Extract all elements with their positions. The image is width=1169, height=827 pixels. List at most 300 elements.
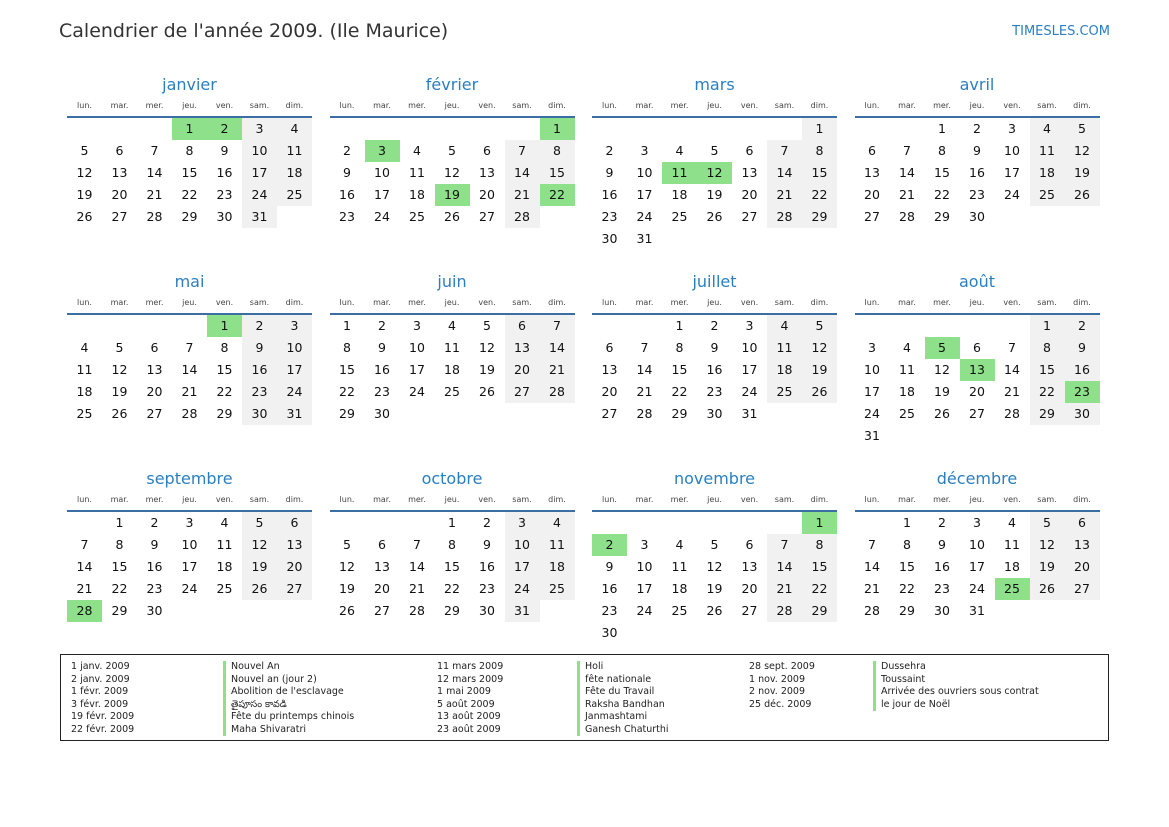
day-cell: 23	[374, 384, 390, 399]
day-cell: 1	[1030, 315, 1065, 337]
day-grid	[330, 512, 575, 622]
day-cell: 24	[969, 581, 985, 596]
day-cell: 12	[1065, 140, 1100, 162]
weekday-label: sam.	[774, 298, 795, 307]
day-cell: 16	[706, 362, 723, 377]
weekday-label: mer.	[933, 101, 951, 110]
brand-link[interactable]: TIMESLES.COM	[1012, 24, 1110, 39]
day-cell: 31	[969, 603, 985, 618]
day-cell: 1	[448, 515, 456, 530]
day-cell: 20	[374, 581, 390, 596]
day-cell: 18	[76, 384, 93, 399]
day-grid	[67, 512, 312, 622]
day-cell: 12	[479, 340, 495, 355]
day-cell: 10	[374, 165, 390, 180]
legend-names	[873, 661, 1133, 740]
weekday-label: jeu.	[969, 495, 985, 504]
day-cell: 7	[505, 140, 540, 162]
day-cell: 23	[339, 209, 355, 224]
day-cell: 15	[216, 362, 233, 377]
day-cell: 12	[242, 534, 277, 556]
weekday-label: lun.	[339, 495, 355, 504]
month-2	[592, 74, 837, 271]
day-cell: 14	[540, 337, 575, 359]
legend-holiday-name: le jour de Noël	[873, 699, 1129, 712]
day-cell: 23	[934, 581, 950, 596]
day-cell: 25	[76, 406, 93, 421]
day-cell: 27	[741, 209, 758, 224]
day-cell: 29	[339, 406, 355, 421]
day-cell: 29	[934, 209, 950, 224]
day-cell: 8	[938, 143, 946, 158]
legend-dates	[437, 661, 577, 740]
day-cell: 28	[146, 209, 163, 224]
legend-holiday-name: Nouvel An	[223, 661, 433, 674]
day-cell: 3	[868, 340, 876, 355]
day-cell: 12	[76, 165, 93, 180]
day-cell: 16	[339, 187, 355, 202]
day-cell: 22	[671, 384, 688, 399]
day-cell: 31	[242, 206, 277, 228]
month-name: mars	[694, 75, 735, 94]
day-cell: 23	[601, 209, 618, 224]
day-cell: 2	[242, 315, 277, 337]
day-cell: 10	[277, 337, 312, 359]
day-cell: 7	[540, 315, 575, 337]
weekday-label: dim.	[285, 298, 304, 307]
day-cell: 10	[969, 537, 985, 552]
day-cell: 15	[802, 556, 837, 578]
day-cell: 9	[242, 337, 277, 359]
day-grid	[330, 118, 575, 228]
weekday-label: mar.	[373, 101, 391, 110]
day-cell: 12	[1030, 534, 1065, 556]
weekday-label: lun.	[602, 298, 617, 307]
day-cell: 14	[146, 165, 163, 180]
month-6	[592, 271, 837, 468]
day-cell: 16	[601, 581, 618, 596]
legend-date: 1 nov. 2009	[749, 673, 805, 685]
day-cell: 23	[969, 187, 985, 202]
day-cell: 31	[636, 231, 653, 246]
day-cell-holiday: 1	[172, 118, 207, 140]
day-cell: 19	[706, 581, 723, 596]
day-cell: 8	[448, 537, 456, 552]
legend-holiday-name: Maha Shivaratri	[223, 724, 433, 737]
weekday-label: lun.	[864, 495, 880, 504]
day-cell: 2	[483, 515, 491, 530]
weekday-label: ven.	[478, 298, 496, 307]
weekday-label: mar.	[898, 298, 916, 307]
weekday-label: jeu.	[444, 495, 460, 504]
day-blank	[662, 512, 697, 534]
day-cell: 22	[899, 581, 915, 596]
day-cell: 8	[802, 140, 837, 162]
day-cell: 8	[343, 340, 351, 355]
legend-date: 12 mars 2009	[437, 673, 504, 685]
weekday-label: dim.	[1073, 495, 1091, 504]
weekday-label: dim.	[548, 495, 566, 504]
day-cell: 4	[1008, 515, 1016, 530]
day-cell: 6	[1065, 512, 1100, 534]
day-cell: 15	[444, 559, 460, 574]
day-cell: 28	[1004, 406, 1020, 421]
weekday-label: mer.	[145, 101, 164, 110]
weekday-header	[855, 490, 1100, 512]
day-cell: 4	[80, 340, 89, 355]
day-cell: 28	[181, 406, 198, 421]
weekday-label: jeu.	[969, 101, 985, 110]
weekday-label: mar.	[110, 298, 129, 307]
day-cell: 21	[1004, 384, 1020, 399]
day-cell: 14	[864, 559, 880, 574]
day-cell: 20	[277, 556, 312, 578]
month-name: novembre	[673, 469, 756, 488]
day-cell: 27	[969, 406, 985, 421]
day-cell: 22	[934, 187, 950, 202]
day-cell: 21	[767, 578, 802, 600]
day-cell: 24	[181, 581, 198, 596]
day-cell: 23	[146, 581, 163, 596]
day-cell: 19	[1030, 556, 1065, 578]
day-cell: 22	[1030, 381, 1065, 403]
day-cell: 18	[444, 362, 460, 377]
weekday-label: lun.	[864, 298, 880, 307]
day-cell: 15	[111, 559, 128, 574]
day-cell: 24	[864, 406, 880, 421]
day-cell: 21	[540, 359, 575, 381]
day-cell: 20	[741, 581, 758, 596]
legend-holiday-name: Nouvel an (jour 2)	[223, 674, 433, 687]
day-blank	[470, 118, 505, 140]
day-blank	[627, 118, 662, 140]
day-cell: 15	[802, 162, 837, 184]
day-cell: 28	[409, 603, 425, 618]
day-cell: 21	[146, 187, 163, 202]
day-cell: 6	[277, 512, 312, 534]
legend-names	[577, 661, 749, 740]
legend-holiday-name: Toussaint	[873, 674, 1129, 687]
weekday-label: jeu.	[707, 101, 722, 110]
day-cell: 4	[675, 143, 684, 158]
day-cell: 12	[444, 165, 460, 180]
legend-date: 25 déc. 2009	[749, 698, 812, 710]
day-cell: 30	[374, 406, 390, 421]
day-cell: 13	[374, 559, 390, 574]
day-cell: 16	[242, 359, 277, 381]
weekday-label: sam.	[1037, 495, 1057, 504]
day-cell: 31	[864, 428, 880, 443]
weekday-label: mer.	[408, 298, 426, 307]
day-cell: 26	[242, 578, 277, 600]
day-cell: 19	[706, 187, 723, 202]
day-cell: 12	[111, 362, 128, 377]
day-cell-holiday: 2	[207, 118, 242, 140]
day-cell: 10	[864, 362, 880, 377]
day-cell: 1	[115, 515, 124, 530]
day-cell: 21	[864, 581, 880, 596]
calendar-grid	[67, 74, 1100, 665]
day-cell: 16	[601, 187, 618, 202]
day-cell: 7	[185, 340, 194, 355]
weekday-label: ven.	[1003, 495, 1021, 504]
month-7	[855, 271, 1100, 468]
day-cell: 18	[671, 187, 688, 202]
weekday-label: ven.	[1003, 298, 1021, 307]
day-cell: 25	[671, 603, 688, 618]
weekday-label: lun.	[602, 495, 617, 504]
day-grid	[67, 118, 312, 228]
day-cell: 14	[505, 162, 540, 184]
day-cell: 15	[899, 559, 915, 574]
weekday-label: sam.	[249, 101, 270, 110]
weekday-label: ven.	[740, 298, 759, 307]
day-cell: 31	[505, 600, 540, 622]
weekday-header	[67, 293, 312, 315]
legend-holiday-name: Raksha Bandhan	[577, 699, 745, 712]
day-cell: 13	[505, 337, 540, 359]
day-cell: 3	[277, 315, 312, 337]
day-blank	[995, 315, 1030, 337]
day-cell: 31	[741, 406, 758, 421]
day-cell: 19	[242, 556, 277, 578]
day-cell: 4	[767, 315, 802, 337]
weekday-label: ven.	[1003, 101, 1021, 110]
month-4	[67, 271, 312, 468]
weekday-label: mar.	[898, 101, 916, 110]
day-cell: 30	[216, 209, 233, 224]
day-cell: 26	[1030, 578, 1065, 600]
weekday-label: sam.	[512, 495, 532, 504]
day-cell: 15	[671, 362, 688, 377]
day-cell: 28	[899, 209, 915, 224]
day-blank	[592, 512, 627, 534]
day-cell: 7	[767, 140, 802, 162]
day-blank	[365, 512, 400, 534]
day-cell: 17	[409, 362, 425, 377]
day-cell: 22	[111, 581, 128, 596]
day-cell: 20	[741, 187, 758, 202]
weekday-label: sam.	[249, 298, 270, 307]
weekday-label: sam.	[774, 495, 795, 504]
day-cell: 6	[115, 143, 124, 158]
day-cell: 5	[115, 340, 124, 355]
day-grid	[592, 118, 837, 250]
month-9	[330, 468, 575, 665]
day-cell-holiday: 22	[540, 184, 575, 206]
day-cell: 13	[601, 362, 618, 377]
day-cell: 27	[864, 209, 880, 224]
weekday-label: dim.	[810, 298, 829, 307]
day-cell: 24	[277, 381, 312, 403]
weekday-label: dim.	[285, 495, 304, 504]
legend-holiday-name: Fête du printemps chinois	[223, 711, 433, 724]
day-cell: 30	[706, 406, 723, 421]
weekday-label: sam.	[1037, 101, 1057, 110]
day-cell: 8	[903, 537, 911, 552]
month-1	[330, 74, 575, 271]
day-cell: 27	[277, 578, 312, 600]
day-cell: 8	[115, 537, 124, 552]
day-cell: 13	[111, 165, 128, 180]
day-grid	[855, 315, 1100, 447]
weekday-label: mer.	[933, 495, 951, 504]
day-cell: 26	[1065, 184, 1100, 206]
day-cell: 2	[938, 515, 946, 530]
day-cell: 5	[80, 143, 89, 158]
weekday-header	[330, 96, 575, 118]
day-cell: 17	[1004, 165, 1020, 180]
day-cell: 14	[767, 556, 802, 578]
day-cell: 21	[181, 384, 198, 399]
day-blank	[960, 315, 995, 337]
day-cell: 4	[220, 515, 229, 530]
day-blank	[767, 512, 802, 534]
day-cell: 24	[636, 603, 653, 618]
day-cell: 17	[181, 559, 198, 574]
day-cell: 17	[374, 187, 390, 202]
day-cell: 25	[671, 209, 688, 224]
day-cell: 15	[181, 165, 198, 180]
weekday-label: lun.	[339, 101, 355, 110]
day-grid	[330, 315, 575, 425]
day-cell: 28	[864, 603, 880, 618]
day-cell: 10	[242, 140, 277, 162]
day-cell: 18	[767, 359, 802, 381]
day-cell: 26	[111, 406, 128, 421]
month-name: avril	[959, 75, 995, 94]
page-title: Calendrier de l'année 2009. (Ile Maurice)	[59, 20, 449, 42]
legend-dates	[749, 661, 873, 740]
day-cell: 26	[706, 209, 723, 224]
day-blank	[855, 315, 890, 337]
day-cell: 18	[671, 581, 688, 596]
day-cell: 9	[378, 340, 386, 355]
day-cell: 6	[745, 143, 754, 158]
weekday-label: mar.	[373, 495, 391, 504]
legend-holiday-name: Janmashtami	[577, 711, 745, 724]
day-blank	[400, 118, 435, 140]
month-name: janvier	[162, 75, 217, 94]
day-cell: 16	[146, 559, 163, 574]
day-cell: 25	[277, 184, 312, 206]
day-cell: 22	[444, 581, 460, 596]
day-cell-holiday: 3	[365, 140, 400, 162]
day-cell: 19	[76, 187, 93, 202]
day-cell: 28	[505, 206, 540, 228]
day-blank	[890, 315, 925, 337]
day-cell: 14	[76, 559, 93, 574]
day-cell: 12	[706, 559, 723, 574]
legend-dates	[71, 661, 223, 740]
weekday-label: dim.	[810, 101, 829, 110]
day-cell: 11	[277, 140, 312, 162]
day-cell: 10	[636, 165, 653, 180]
weekday-label: dim.	[1073, 101, 1091, 110]
day-cell: 16	[934, 559, 950, 574]
holiday-legend	[60, 654, 1109, 741]
day-cell: 11	[444, 340, 460, 355]
weekday-label: ven.	[740, 101, 759, 110]
day-cell: 15	[934, 165, 950, 180]
day-cell: 22	[802, 578, 837, 600]
weekday-label: lun.	[339, 298, 355, 307]
day-cell: 28	[767, 600, 802, 622]
weekday-label: mer.	[408, 101, 426, 110]
weekday-label: sam.	[1037, 298, 1057, 307]
day-cell: 6	[150, 340, 159, 355]
day-cell: 11	[216, 537, 233, 552]
legend-date: 1 janv. 2009	[71, 661, 130, 672]
day-blank	[592, 118, 627, 140]
day-cell: 27	[741, 603, 758, 618]
day-cell: 2	[150, 515, 159, 530]
day-cell: 21	[636, 384, 653, 399]
day-cell: 13	[277, 534, 312, 556]
day-cell: 20	[1065, 556, 1100, 578]
day-blank	[102, 118, 137, 140]
day-cell: 29	[1030, 403, 1065, 425]
weekday-label: mer.	[670, 495, 689, 504]
day-cell: 6	[973, 340, 981, 355]
day-cell: 24	[374, 209, 390, 224]
day-cell: 4	[903, 340, 911, 355]
weekday-label: mer.	[933, 298, 951, 307]
day-cell: 18	[216, 559, 233, 574]
weekday-label: jeu.	[969, 298, 985, 307]
day-cell: 7	[1008, 340, 1016, 355]
day-cell: 22	[216, 384, 233, 399]
day-cell: 30	[969, 209, 985, 224]
day-cell: 17	[505, 556, 540, 578]
weekday-label: dim.	[548, 298, 566, 307]
day-cell: 29	[111, 603, 128, 618]
day-cell-holiday: 1	[802, 512, 837, 534]
day-cell: 10	[505, 534, 540, 556]
weekday-label: mer.	[145, 495, 164, 504]
day-cell: 8	[802, 534, 837, 556]
day-blank	[697, 512, 732, 534]
legend-date: 22 févr. 2009	[71, 723, 135, 735]
day-cell: 6	[378, 537, 386, 552]
day-cell: 4	[448, 318, 456, 333]
day-cell: 30	[601, 625, 618, 640]
day-cell: 1	[343, 318, 351, 333]
weekday-header	[67, 96, 312, 118]
day-cell: 6	[868, 143, 876, 158]
day-cell: 13	[741, 559, 758, 574]
day-cell: 23	[601, 603, 618, 618]
day-grid	[855, 118, 1100, 228]
day-cell-holiday: 2	[592, 534, 627, 556]
day-cell: 11	[409, 165, 425, 180]
day-cell: 5	[1030, 512, 1065, 534]
day-cell: 2	[1065, 315, 1100, 337]
month-name: août	[958, 272, 995, 291]
weekday-header	[67, 490, 312, 512]
day-cell: 19	[802, 359, 837, 381]
day-cell: 17	[242, 162, 277, 184]
legend-date: 23 août 2009	[437, 723, 501, 735]
day-cell: 10	[181, 537, 198, 552]
day-cell: 9	[150, 537, 159, 552]
weekday-label: mar.	[110, 101, 129, 110]
weekday-header	[330, 293, 575, 315]
day-cell: 4	[1030, 118, 1065, 140]
day-cell: 16	[969, 165, 985, 180]
day-cell: 7	[150, 143, 159, 158]
day-cell: 26	[706, 603, 723, 618]
